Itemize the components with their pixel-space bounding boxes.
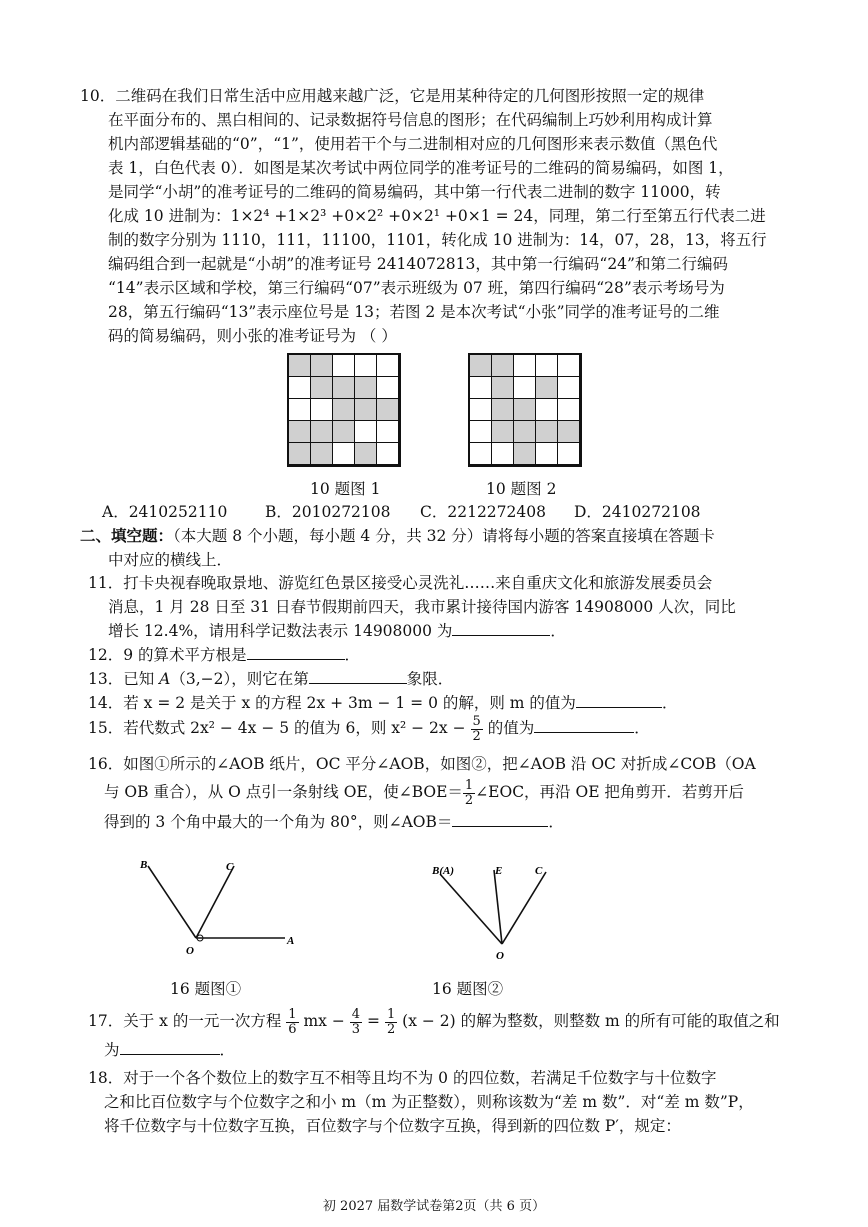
- label-c: C: [226, 861, 234, 873]
- qr-figure-1-caption: 10 题图 1: [310, 480, 381, 498]
- answer-blank[interactable]: [309, 667, 407, 684]
- q17-mid-2: =: [367, 1012, 380, 1030]
- question-12: 12．9 的算术平方根是 ．: [88, 643, 798, 667]
- qr-cell: [289, 377, 311, 399]
- label-ba: B(A): [432, 865, 454, 877]
- qr-cell: [333, 421, 355, 443]
- q12-text: 12．9 的算术平方根是: [88, 646, 247, 664]
- section-2-header: [80, 524, 790, 572]
- qr-figure-2-caption: 10 题图 2: [486, 480, 557, 498]
- answer-blank[interactable]: [452, 810, 548, 827]
- section-2-title: 二、填空题：: [80, 526, 174, 545]
- qr-cell: [470, 421, 492, 443]
- qr-cell: [536, 421, 558, 443]
- q15-post: 的值为: [487, 719, 535, 737]
- q10-line: 28，第五行编码“13”表示座位号是 13；若图 2 是本次考试“小张”同学的准考证号的二维: [108, 303, 720, 321]
- q11-line-2: 消息，1 月 28 日至 31 日春节假期前四天，我市累计接待国内游客 14908000 人次，同比: [108, 598, 736, 616]
- qr-cell: [558, 399, 580, 421]
- q10-line: 在平面分布的、黑白相间的、记录数据符号信息的图形；在代码编制上巧妙利用构成计算: [108, 111, 713, 129]
- q10-line: 编码组合到一起就是“小胡”的准考证号 2414072813，其中第一行编码“24”和第二行编码: [108, 255, 728, 273]
- qr-cell: [514, 399, 536, 421]
- q13-post: 象限．: [406, 670, 454, 688]
- qr-cell: [514, 377, 536, 399]
- qr-cell: [492, 399, 514, 421]
- label-o: O: [186, 945, 194, 957]
- qr-cell: [311, 399, 333, 421]
- answer-blank[interactable]: [452, 619, 550, 636]
- q10-line: 表 1，白色代表 0）．如图是某次考试中两位同学的准考证号的二维码的简易编码，如图 1，: [108, 159, 734, 177]
- qr-cell: [492, 355, 514, 377]
- qr-cell: [355, 421, 377, 443]
- q17-post: (x − 2) 的解为整数，则整数 m 的所有可能的取值之和: [402, 1012, 780, 1030]
- qr-cell: [311, 355, 333, 377]
- qr-cell: [289, 355, 311, 377]
- q17-pre: 17．关于 x 的一元一次方程: [88, 1012, 282, 1030]
- q11-line-1: 11．打卡央视春晚取景地、游览红色景区接受心灵洗礼……来自重庆文化和旅游发展委员会: [88, 574, 713, 592]
- section-2-desc: （本大题 8 个小题，每小题 4 分，共 32 分）请将每小题的答案直接填在答题卡: [173, 527, 715, 545]
- q16-line-3: 得到的 3 个角中最大的一个角为 80°，则∠AOB＝: [104, 812, 453, 831]
- qr-cell: [333, 355, 355, 377]
- q16-fraction: $\frac{1}{2}$: [464, 777, 474, 808]
- q10-line: 10．二维码在我们日常生活中应用越来越广泛，它是用某种待定的几何图形按照一定的规律: [80, 87, 705, 105]
- q13-var: A: [159, 670, 171, 688]
- q16-line-2a: 与 OB 重合），从 O 点引一条射线 OE，使∠BOE＝: [104, 783, 463, 801]
- q10-line: 制的数字分别为 1110，111，11100，1101，转化成 10 进制为：14，07，28，13，将五行: [108, 231, 767, 249]
- question-17: 17．关于 x 的一元一次方程 $\frac{1}{6}$ mx − $\frac{4}{3}$ = $\frac{1}{2}$ (x − 2) 的解为整数，则整数 m 的所有可能的取值之和 为 ．: [88, 1006, 780, 1059]
- label-c: C: [535, 865, 543, 877]
- qr-cell: [492, 421, 514, 443]
- q17-fraction-2: $\frac{4}{3}$: [351, 1006, 361, 1037]
- answer-blank[interactable]: [576, 691, 662, 708]
- qr-cell: [492, 377, 514, 399]
- label-a: A: [287, 935, 295, 947]
- section-2-desc-cont: 中对应的横线上．: [108, 551, 233, 569]
- qr-cell: [355, 377, 377, 399]
- q18-line-1: 18．对于一个各个数位上的数字互不相等且均不为 0 的四位数，若满足千位数字与十位数字: [88, 1069, 717, 1087]
- qr-cell: [558, 421, 580, 443]
- qr-cell: [333, 399, 355, 421]
- q10-line: “14”表示区域和学校，第三行编码“07”表示班级为 07 班，第四行编码“28”表示考场号为: [108, 279, 725, 297]
- angle-figure-2-caption: 16 题图②: [432, 980, 504, 998]
- qr-cell: [470, 377, 492, 399]
- qr-cell: [377, 355, 399, 377]
- q15-fraction: $\frac{5}{2}$: [472, 713, 481, 744]
- page-footer: 初 2027 届数学试卷第2页（共 6 页）: [322, 1199, 546, 1214]
- qr-cell: [558, 443, 580, 465]
- question-14: 14．若 x = 2 是关于 x 的方程 2x + 3m − 1 = 0 的解，则 m 的值为 ．: [88, 691, 798, 715]
- label-b: B: [140, 859, 148, 871]
- qr-cell: [514, 421, 536, 443]
- question-15: 15．若代数式 2x² − 4x − 5 的值为 6，则 x² − 2x − $\frac{5}{2}$ 的值为 ．: [88, 713, 650, 744]
- question-18: [88, 1066, 798, 1138]
- q18-line-2: 之和比百位数字与个位数字之和小 m（m 为正整数），则称该数为“差 m 数”．对“差 m 数”P，: [104, 1093, 754, 1111]
- angle-figure-2: [420, 852, 570, 962]
- q10-line: 机内部逻辑基础的“0”，“1”，使用若干个与二进制相对应的几何图形来表示数值（黑色代: [108, 135, 718, 153]
- qr-cell: [289, 421, 311, 443]
- option-c: C．2212272408: [420, 503, 546, 521]
- answer-blank[interactable]: [247, 643, 345, 660]
- qr-cell: [311, 377, 333, 399]
- angle-figure-1-caption: 16 题图①: [170, 980, 242, 998]
- q10-line: 化成 10 进制为：1×2⁴ +1×2³ +0×2² +0×2¹ +0×1 = 24，同理，第二行至第五行代表二进: [108, 207, 766, 225]
- qr-cell: [311, 443, 333, 465]
- q14-text: 14．若 x = 2 是关于 x 的方程 2x + 3m − 1 = 0 的解，则 m 的值为: [88, 694, 576, 712]
- qr-cell: [536, 443, 558, 465]
- qr-cell: [536, 399, 558, 421]
- qr-cell: [377, 443, 399, 465]
- qr-cell: [558, 355, 580, 377]
- qr-cell: [355, 399, 377, 421]
- q15-pre: 15．若代数式 2x² − 4x − 5 的值为 6，则 x² − 2x −: [88, 719, 466, 737]
- qr-cell: [536, 377, 558, 399]
- q10-line: 码的简易编码，则小张的准考证号为 （ ）: [108, 327, 397, 345]
- qr-cell: [514, 443, 536, 465]
- qr-cell: [289, 399, 311, 421]
- qr-cell: [333, 443, 355, 465]
- q10-line: 是同学“小胡”的准考证号的二维码的简易编码，其中第一行代表二进制的数字 11000，转: [108, 183, 721, 201]
- qr-cell: [333, 377, 355, 399]
- question-13: [88, 667, 798, 691]
- q13-mid: （3,−2），则它在第: [170, 670, 309, 688]
- q16-line-2b: ∠EOC，再沿 OE 把角剪开．若剪开后: [475, 783, 744, 801]
- q17-line-2: 为: [104, 1041, 120, 1059]
- ray-oc: [196, 866, 234, 938]
- q16-line-1: 16．如图①所示的∠AOB 纸片，OC 平分∠AOB，如图②，把∠AOB 沿 OC 对折成∠COB（OA: [88, 755, 756, 773]
- qr-cell: [355, 443, 377, 465]
- qr-cell: [470, 399, 492, 421]
- q17-fraction-1: $\frac{1}{6}$: [288, 1006, 297, 1037]
- ray-ob: [440, 874, 502, 944]
- label-e: E: [495, 865, 503, 877]
- question-16: 16．如图①所示的∠AOB 纸片，OC 平分∠AOB，如图②，把∠AOB 沿 OC 对折成∠COB（OA 与 OB 重合），从 O 点引一条射线 OE，使∠BOE＝ $\frac{1}{2}$ ∠EOC，再沿 OE 把角剪开．若剪开后 得到的 3 个角中最大的一个角为 80°，则∠AOB＝ ．: [88, 750, 798, 836]
- qr-cell: [492, 443, 514, 465]
- qr-figure-1: [287, 353, 401, 467]
- qr-cell: [377, 377, 399, 399]
- q17-fraction-3: $\frac{1}{2}$: [386, 1006, 396, 1037]
- qr-cell: [377, 399, 399, 421]
- qr-figure-2: [468, 353, 582, 467]
- qr-cell: [514, 355, 536, 377]
- question-10: [80, 84, 790, 348]
- answer-blank[interactable]: [534, 716, 634, 733]
- option-d: D．2410272108: [574, 503, 701, 521]
- q17-mid-1: mx −: [303, 1012, 345, 1030]
- q18-line-3: 将千位数字与十位数字互换，百位数字与个位数字互换，得到新的四位数 P′，规定：: [104, 1117, 681, 1135]
- qr-cell: [558, 377, 580, 399]
- qr-cell: [355, 355, 377, 377]
- qr-cell: [470, 443, 492, 465]
- option-b: B．2010272108: [265, 503, 391, 521]
- question-11: 11．打卡央视春晚取景地、游览红色景区接受心灵洗礼……来自重庆文化和旅游发展委员会 消息，1 月 28 日至 31 日春节假期前四天，我市累计接待国内游客 14908000 人次，同比 增长 12.4%，请用科学记数法表示 14908000 为 ．: [88, 571, 798, 643]
- qr-cell: [311, 421, 333, 443]
- option-a: A．2410252110: [102, 503, 228, 521]
- q13-pre: 13．已知: [88, 670, 160, 688]
- ray-ob: [148, 866, 196, 938]
- ray-oe: [494, 870, 502, 944]
- qr-cell: [289, 443, 311, 465]
- q11-line-3: 增长 12.4%，请用科学记数法表示 14908000 为: [108, 622, 453, 640]
- answer-blank[interactable]: [120, 1038, 220, 1055]
- angle-figure-1: [130, 852, 310, 962]
- qr-cell: [536, 355, 558, 377]
- qr-cell: [470, 355, 492, 377]
- label-o: O: [496, 950, 504, 962]
- ray-oc: [502, 872, 546, 944]
- qr-cell: [377, 421, 399, 443]
